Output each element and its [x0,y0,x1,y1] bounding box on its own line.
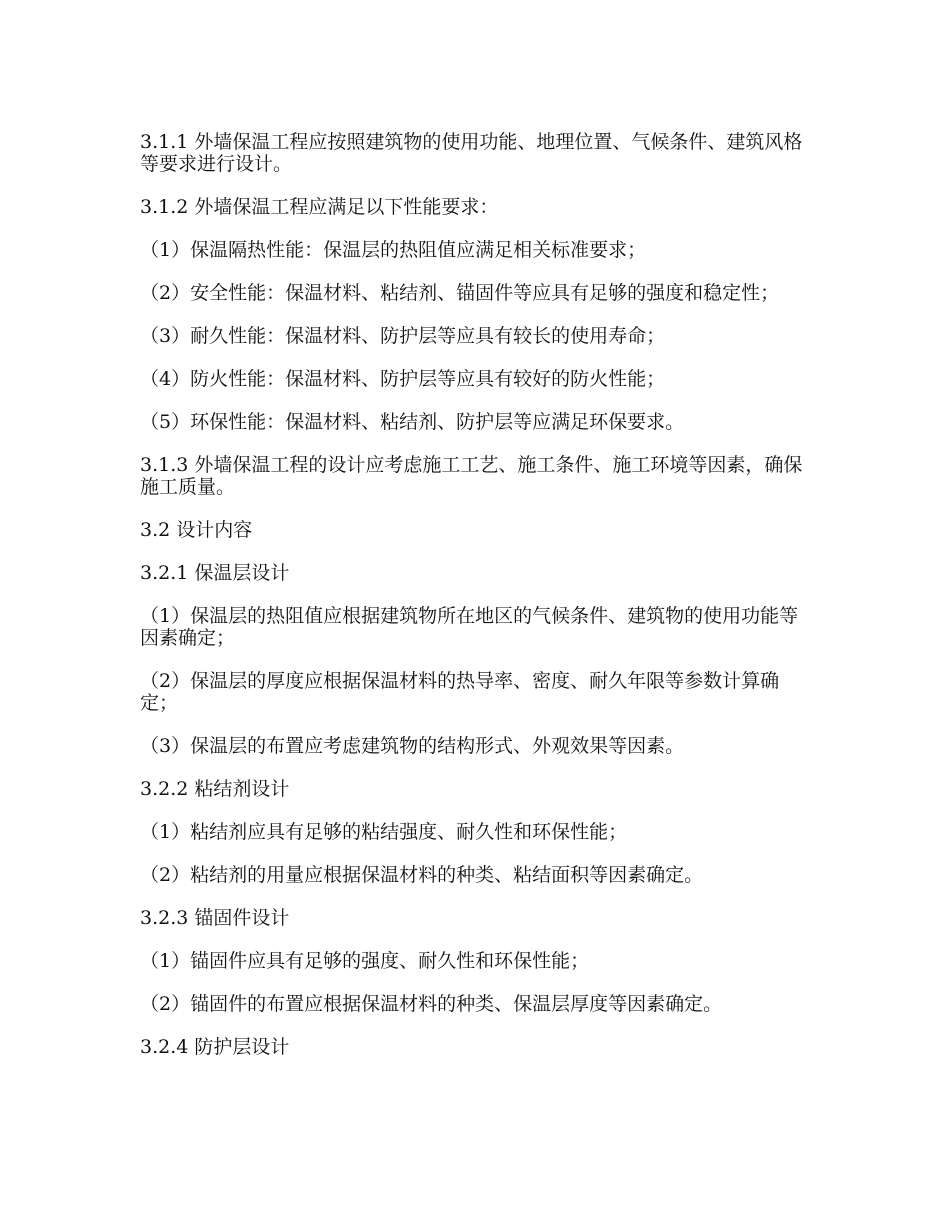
list-item: （5）环保性能：保温材料、粘结剂、防护层等应满足环保要求。 [140,411,685,433]
list-item: （2）保温层的厚度应根据保温材料的热导率、密度、耐久年限等参数计算确定； [140,670,780,714]
list-item: （4）防火性能：保温材料、防护层等应具有较好的防火性能； [140,368,666,390]
subsection-heading-3-2-1: 3.2.1 保温层设计 [140,562,290,584]
list-item: （1）保温隔热性能：保温层的热阻值应满足相关标准要求； [140,239,647,261]
list-item: （1）锚固件应具有足够的强度、耐久性和环保性能； [140,950,590,972]
subsection-heading-3-2-3: 3.2.3 锚固件设计 [140,907,290,929]
subsection-heading-3-2-2: 3.2.2 粘结剂设计 [140,778,290,800]
clause-3-1-2: 3.1.2 外墙保温工程应满足以下性能要求： [140,196,499,218]
list-item: （1）粘结剂应具有足够的粘结强度、耐久性和环保性能； [140,821,628,843]
list-item: （3）耐久性能：保温材料、防护层等应具有较长的使用寿命； [140,325,666,347]
list-item: （3）保温层的布置应考虑建筑物的结构形式、外观效果等因素。 [140,735,685,757]
list-item: （2）安全性能：保温材料、粘结剂、锚固件等应具有足够的强度和稳定性； [140,282,780,304]
document-body [140,131,815,1079]
section-heading-3-2: 3.2 设计内容 [140,519,253,541]
clause-3-1-3: 3.1.3 外墙保温工程的设计应考虑施工工艺、施工条件、施工环境等因素，确保施工质量。 [140,454,803,498]
list-item: （1）保温层的热阻值应根据建筑物所在地区的气候条件、建筑物的使用功能等因素确定； [140,605,799,649]
clause-3-1-1: 3.1.1 外墙保温工程应按照建筑物的使用功能、地理位置、气候条件、建筑风格等要求进行设计。 [140,131,803,175]
list-item: （2）粘结剂的用量应根据保温材料的种类、粘结面积等因素确定。 [140,864,704,886]
list-item: （2）锚固件的布置应根据保温材料的种类、保温层厚度等因素确定。 [140,993,723,1015]
subsection-heading-3-2-4: 3.2.4 防护层设计 [140,1036,290,1058]
